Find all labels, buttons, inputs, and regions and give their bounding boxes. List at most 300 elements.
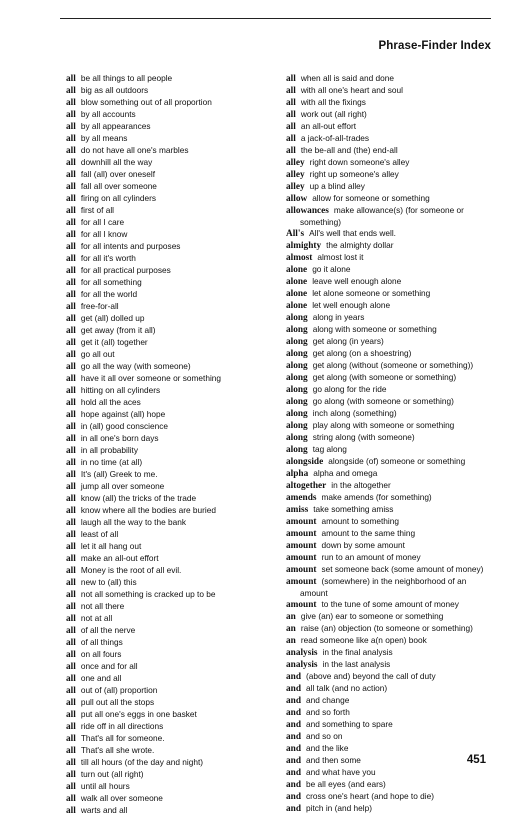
entry-phrase: to the tune of some amount of money [321, 599, 459, 609]
entry-keyword: all [66, 86, 76, 96]
entry-keyword: and [286, 708, 301, 718]
entry-keyword: all [66, 410, 76, 420]
entry-phrase: get away (from it all) [80, 325, 156, 335]
entry-phrase: fall all over someone [80, 181, 157, 191]
entry-keyword: amount [286, 541, 317, 551]
entry-keyword: all [66, 314, 76, 324]
entry-keyword: alley [286, 182, 305, 192]
index-entry [286, 552, 501, 564]
index-entry [66, 529, 276, 541]
index-entry [66, 397, 276, 409]
entry-phrase: with all the fixings [300, 97, 366, 107]
entry-phrase: something) [300, 217, 342, 227]
index-entry [66, 73, 276, 85]
index-entry [66, 421, 276, 433]
entry-keyword: all [66, 362, 76, 372]
index-entry [66, 793, 276, 805]
entry-keyword: all [66, 590, 76, 600]
index-entry [66, 133, 276, 145]
entry-keyword: all [66, 290, 76, 300]
index-entry [66, 613, 276, 625]
entry-keyword: all [286, 74, 296, 84]
entry-keyword: all [66, 122, 76, 132]
entry-keyword: along [286, 445, 308, 455]
entry-keyword: all [66, 278, 76, 288]
entry-keyword: all [66, 638, 76, 648]
index-entry [286, 288, 501, 300]
index-entry [286, 360, 501, 372]
entry-keyword: all [66, 194, 76, 204]
index-entry [66, 241, 276, 253]
entry-phrase: right down someone's alley [309, 157, 410, 167]
entry-keyword: all [66, 206, 76, 216]
entry-phrase: cross one's heart (and hope to die) [306, 791, 434, 801]
index-entry [286, 336, 501, 348]
entry-phrase: out of (all) proportion [80, 685, 158, 695]
entry-phrase: walk all over someone [80, 793, 163, 803]
index-entry [66, 313, 276, 325]
entry-phrase: know where all the bodies are buried [80, 505, 216, 515]
entry-phrase: go all out [80, 349, 115, 359]
entry-keyword: all [66, 674, 76, 684]
entry-phrase: be all things to all people [80, 73, 173, 83]
entry-keyword: all [66, 602, 76, 612]
entry-phrase: set someone back (some amount of money) [321, 564, 484, 574]
index-entry [66, 181, 276, 193]
entry-keyword: and [286, 720, 301, 730]
entry-keyword: all [66, 374, 76, 384]
entry-keyword: all [66, 506, 76, 516]
entry-keyword: and [286, 684, 301, 694]
entry-keyword: and [286, 768, 301, 778]
entry-phrase: allow for someone or something [312, 193, 430, 203]
index-entry [66, 673, 276, 685]
entry-phrase: work out (all right) [300, 109, 367, 119]
entry-phrase: get it (all) together [80, 337, 148, 347]
entry-phrase: with all one's heart and soul [300, 85, 403, 95]
entry-phrase: and then some [306, 755, 361, 765]
entry-phrase: and something to spare [306, 719, 393, 729]
entry-keyword: amiss [286, 505, 309, 515]
entry-phrase: almost lost it [317, 252, 364, 262]
index-entry [286, 719, 501, 731]
entry-keyword: amends [286, 493, 317, 503]
index-entry [66, 301, 276, 313]
entry-phrase: free-for-all [80, 301, 119, 311]
entry-keyword: all [66, 98, 76, 108]
entry-keyword: an [286, 612, 296, 622]
entry-keyword: all [66, 518, 76, 528]
entry-phrase: till all hours (of the day and night) [80, 757, 204, 767]
index-entry [286, 588, 501, 599]
index-entry [66, 433, 276, 445]
entry-keyword: all [286, 146, 296, 156]
entry-phrase: That's all she wrote. [80, 745, 155, 755]
entry-phrase: when all is said and done [300, 73, 395, 83]
index-entry [286, 372, 501, 384]
entry-keyword: all [66, 662, 76, 672]
index-entry [66, 589, 276, 601]
entry-phrase: run to an amount of money [321, 552, 421, 562]
entry-phrase: leave well enough alone [312, 276, 402, 286]
index-entry [286, 683, 501, 695]
entry-phrase: Money is the root of all evil. [80, 565, 182, 575]
entry-keyword: all [66, 386, 76, 396]
entry-keyword: all [66, 626, 76, 636]
entry-keyword: amount [286, 517, 317, 527]
index-entry [286, 145, 501, 157]
index-entry [286, 193, 501, 205]
index-entry [286, 468, 501, 480]
index-entry [286, 803, 501, 815]
index-entry [66, 361, 276, 373]
entry-phrase: once and for all [80, 661, 138, 671]
index-entry [66, 805, 276, 817]
entry-keyword: All's [286, 229, 305, 239]
entry-keyword: along [286, 421, 308, 431]
entry-keyword: and [286, 744, 301, 754]
index-entry [66, 109, 276, 121]
entry-keyword: all [66, 434, 76, 444]
entry-keyword: along [286, 313, 308, 323]
entry-phrase: be all eyes (and ears) [306, 779, 386, 789]
index-entry [286, 635, 501, 647]
index-entry [286, 121, 501, 133]
entry-keyword: all [66, 566, 76, 576]
entry-keyword: all [66, 302, 76, 312]
entry-phrase: hope against (all) hope [80, 409, 166, 419]
entry-keyword: altogether [286, 481, 327, 491]
index-entry [66, 445, 276, 457]
index-entry [286, 228, 501, 240]
index-entry [286, 504, 501, 516]
index-entry [66, 709, 276, 721]
entry-keyword: along [286, 433, 308, 443]
index-entry [66, 289, 276, 301]
index-entry [286, 217, 501, 228]
index-entry [286, 97, 501, 109]
index-entry [66, 97, 276, 109]
index-entry [66, 349, 276, 361]
entry-phrase: the be-all and (the) end-all [300, 145, 398, 155]
entry-phrase: by all accounts [80, 109, 136, 119]
index-entry [286, 312, 501, 324]
entry-phrase: in all probability [80, 445, 139, 455]
index-entry [286, 133, 501, 145]
index-entry [66, 661, 276, 673]
index-entry [66, 553, 276, 565]
index-entry [66, 253, 276, 265]
entry-keyword: along [286, 397, 308, 407]
running-header-title: Phrase-Finder Index [378, 40, 491, 52]
index-entry [66, 541, 276, 553]
index-entry [286, 300, 501, 312]
entry-keyword: all [286, 110, 296, 120]
index-entry [286, 252, 501, 264]
entry-keyword: all [286, 98, 296, 108]
entry-phrase: jump all over someone [80, 481, 165, 491]
entry-keyword: all [66, 134, 76, 144]
entry-keyword: all [66, 398, 76, 408]
entry-keyword: alone [286, 289, 308, 299]
entry-keyword: amount [286, 565, 317, 575]
entry-phrase: It's (all) Greek to me. [80, 469, 158, 479]
entry-phrase: amount to something [321, 516, 399, 526]
entry-phrase: up a blind alley [309, 181, 365, 191]
entry-keyword: all [66, 542, 76, 552]
entry-phrase: pitch in (and help) [306, 803, 372, 813]
entry-phrase: in (all) good conscience [80, 421, 168, 431]
index-entry [66, 517, 276, 529]
entry-keyword: allow [286, 194, 308, 204]
entry-phrase: not at all [80, 613, 113, 623]
entry-phrase: let well enough alone [312, 300, 391, 310]
entry-keyword: all [66, 494, 76, 504]
entry-keyword: and [286, 696, 301, 706]
right-column [286, 73, 501, 815]
entry-keyword: alley [286, 158, 305, 168]
index-entry [66, 205, 276, 217]
entry-keyword: almost [286, 253, 313, 263]
entry-keyword: and [286, 756, 301, 766]
index-entry [286, 611, 501, 623]
index-entry [66, 697, 276, 709]
entry-phrase: by all means [80, 133, 128, 143]
entry-keyword: alongside [286, 457, 324, 467]
entry-keyword: analysis [286, 648, 318, 658]
entry-keyword: all [66, 770, 76, 780]
index-entry [286, 73, 501, 85]
index-entry [66, 229, 276, 241]
entry-phrase: make an all-out effort [80, 553, 159, 563]
index-entry [66, 493, 276, 505]
entry-keyword: along [286, 409, 308, 419]
index-entry [66, 193, 276, 205]
entry-phrase: get along (without (someone or something)) [312, 360, 474, 370]
entry-phrase: alongside (of) someone or something [328, 456, 466, 466]
entry-phrase: until all hours [80, 781, 130, 791]
index-entry [286, 480, 501, 492]
entry-phrase: in no time (at all) [80, 457, 143, 467]
entry-phrase: have it all over someone or something [80, 373, 222, 383]
entry-keyword: alone [286, 277, 308, 287]
entry-keyword: all [66, 650, 76, 660]
entry-phrase: for all intents and purposes [80, 241, 181, 251]
entry-keyword: all [66, 734, 76, 744]
index-entry [66, 637, 276, 649]
entry-keyword: all [66, 170, 76, 180]
entry-keyword: all [66, 470, 76, 480]
entry-phrase: first of all [80, 205, 115, 215]
index-entry [66, 733, 276, 745]
entry-keyword: and [286, 804, 301, 814]
index-entry [66, 469, 276, 481]
entry-phrase: raise (an) objection (to someone or something) [300, 623, 473, 633]
entry-keyword: along [286, 337, 308, 347]
entry-keyword: all [66, 458, 76, 468]
index-entry [66, 649, 276, 661]
index-entry [66, 157, 276, 169]
entry-phrase: let it all hang out [80, 541, 142, 551]
entry-phrase: downhill all the way [80, 157, 153, 167]
entry-keyword: along [286, 349, 308, 359]
entry-keyword: almighty [286, 241, 322, 251]
index-entry [286, 205, 501, 217]
index-entry [66, 721, 276, 733]
entry-phrase: take something amiss [313, 504, 394, 514]
entry-phrase: blow something out of all proportion [80, 97, 212, 107]
entry-keyword: analysis [286, 660, 318, 670]
index-entry [66, 121, 276, 133]
entry-phrase: a jack-of-all-trades [300, 133, 370, 143]
index-entry [66, 601, 276, 613]
entry-phrase: get along (with someone or something) [312, 372, 457, 382]
index-entry [66, 325, 276, 337]
entry-keyword: all [286, 134, 296, 144]
entry-keyword: all [66, 482, 76, 492]
index-entry [66, 457, 276, 469]
entry-phrase: and so forth [306, 707, 350, 717]
index-entry [286, 181, 501, 193]
entry-phrase: in the final analysis [322, 647, 393, 657]
entry-keyword: alpha [286, 469, 309, 479]
entry-phrase: (above and) beyond the call of duty [306, 671, 436, 681]
entry-phrase: new to (all) this [80, 577, 137, 587]
index-entry [286, 348, 501, 360]
index-entry [286, 492, 501, 504]
entry-keyword: all [66, 578, 76, 588]
index-entry [66, 337, 276, 349]
entry-keyword: all [66, 254, 76, 264]
entry-keyword: all [66, 554, 76, 564]
index-entry [286, 420, 501, 432]
entry-phrase: in the altogether [331, 480, 391, 490]
entry-phrase: pull out all the stops [80, 697, 155, 707]
entry-keyword: all [66, 446, 76, 456]
index-entry [66, 565, 276, 577]
index-entry [66, 145, 276, 157]
entry-phrase: do not have all one's marbles [80, 145, 189, 155]
index-entry [286, 157, 501, 169]
entry-phrase: laugh all the way to the bank [80, 517, 186, 527]
entry-keyword: amount [286, 577, 317, 587]
entry-phrase: along in years [312, 312, 365, 322]
entry-keyword: and [286, 672, 301, 682]
entry-phrase: make amends (for something) [321, 492, 432, 502]
entry-keyword: and [286, 792, 301, 802]
entry-phrase: in all one's born days [80, 433, 159, 443]
index-entry [286, 444, 501, 456]
index-entry [66, 577, 276, 589]
entry-phrase: for all it's worth [80, 253, 136, 263]
index-entry [286, 264, 501, 276]
entry-phrase: and so on [306, 731, 343, 741]
entry-keyword: all [66, 614, 76, 624]
index-entry [286, 564, 501, 576]
index-entry [66, 745, 276, 757]
entry-phrase: amount [300, 588, 328, 598]
entry-phrase: all talk (and no action) [306, 683, 388, 693]
index-entry [66, 85, 276, 97]
entry-phrase: give (an) ear to someone or something [300, 611, 444, 621]
index-entry [66, 277, 276, 289]
entry-phrase: get along (in years) [312, 336, 384, 346]
index-entry [66, 409, 276, 421]
entry-phrase: ride off in all directions [80, 721, 164, 731]
entry-phrase: go along for the ride [312, 384, 387, 394]
entry-phrase: by all appearances [80, 121, 151, 131]
index-entry [286, 647, 501, 659]
entry-keyword: an [286, 636, 296, 646]
entry-phrase: one and all [80, 673, 122, 683]
entry-keyword: all [66, 146, 76, 156]
index-entry [286, 528, 501, 540]
index-entry [66, 373, 276, 385]
entry-keyword: all [66, 110, 76, 120]
entry-phrase: get (all) dolled up [80, 313, 145, 323]
entry-keyword: amount [286, 553, 317, 563]
left-column [66, 73, 276, 817]
entry-keyword: all [66, 338, 76, 348]
entry-keyword: and [286, 780, 301, 790]
entry-keyword: all [66, 806, 76, 816]
index-entry [66, 769, 276, 781]
index-entry [286, 791, 501, 803]
entry-keyword: all [66, 158, 76, 168]
index-entry [286, 695, 501, 707]
index-entry [286, 540, 501, 552]
entry-keyword: all [66, 182, 76, 192]
entry-keyword: all [66, 710, 76, 720]
entry-phrase: go all the way (with someone) [80, 361, 191, 371]
entry-keyword: alone [286, 301, 308, 311]
index-entry [286, 432, 501, 444]
entry-phrase: right up someone's alley [309, 169, 399, 179]
entry-keyword: an [286, 624, 296, 634]
entry-keyword: all [66, 698, 76, 708]
entry-phrase: That's all for someone. [80, 733, 165, 743]
entry-keyword: all [66, 74, 76, 84]
entry-phrase: for all I care [80, 217, 125, 227]
entry-phrase: not all something is cracked up to be [80, 589, 216, 599]
entry-phrase: get along (on a shoestring) [312, 348, 412, 358]
entry-phrase: inch along (something) [312, 408, 397, 418]
index-entry [66, 481, 276, 493]
entry-phrase: an all-out effort [300, 121, 357, 131]
entry-phrase: of all things [80, 637, 123, 647]
entry-keyword: all [286, 122, 296, 132]
entry-keyword: all [66, 746, 76, 756]
entry-phrase: in the last analysis [322, 659, 391, 669]
entry-phrase: big as all outdoors [80, 85, 149, 95]
index-entry [286, 109, 501, 121]
index-entry [286, 707, 501, 719]
page-number: 451 [466, 754, 486, 766]
index-entry [66, 385, 276, 397]
entry-phrase: alpha and omega [313, 468, 378, 478]
entry-keyword: all [66, 794, 76, 804]
entry-keyword: all [66, 782, 76, 792]
entry-keyword: amount [286, 529, 317, 539]
index-entry [66, 757, 276, 769]
index-entry [286, 240, 501, 252]
entry-phrase: of all the nerve [80, 625, 136, 635]
index-entry [286, 659, 501, 671]
entry-keyword: along [286, 385, 308, 395]
entry-phrase: play along with someone or something [312, 420, 455, 430]
entry-phrase: and change [306, 695, 350, 705]
entry-phrase: least of all [80, 529, 119, 539]
